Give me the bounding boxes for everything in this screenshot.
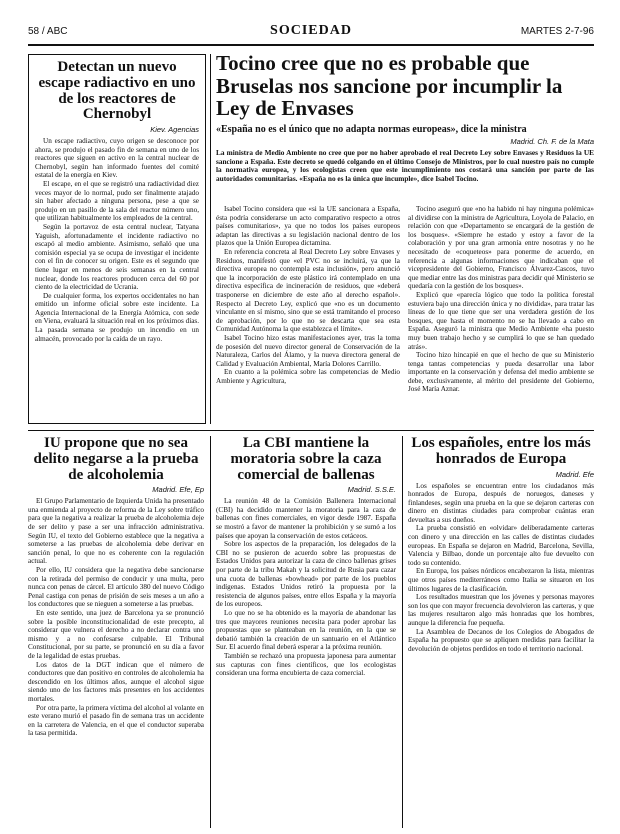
chernobyl-article (28, 54, 206, 424)
alcoholemia-paragraph: Por ello, IU considera que la negativa debe sancionarse con la retirada del permiso de conducir y una multa, pero nunca con penas de cárcel. El artículo 380 del nuevo Código Penal castiga con penas de prisión de seis meses a un año a los conductores que se nieguen a someterse a las pruebas. (28, 566, 204, 609)
ballenas-paragraph: La reunión 48 de la Comisión Ballenera Internacional (CBI) ha decidido mantener la moratoria para la caza de ballenas con fines comerciales, en vigor desde 1987. España se mostró a favor de mantener la prohibición y se sumó a los países que apoyan la conservación de estos cetáceos. (216, 497, 396, 540)
column-divider (402, 436, 403, 828)
alcoholemia-body (28, 497, 204, 827)
envases-col-2 (408, 205, 594, 405)
honrados-body (408, 482, 594, 812)
alcoholemia-paragraph: Por otra parte, la primera víctima del alcohol al volante en este verano murió el pasado fin de semana tras un accidente en la carretera de Valencia, en el que el conductor superaba la tasa permitida. (28, 703, 204, 738)
honrados-byline: Madrid. Efe (555, 469, 594, 479)
ballenas-paragraph: Lo que no se ha obtenido es la mayoría de abandonar las tres que mayores reuniones necesita para poder aprobar las propuestas que se planteaban en la reunión, en la que se debatió también la creación de un santuario en el Atlántico Sur. El acuerdo final deberá esperar a la próxima reunión. (216, 608, 396, 652)
envases-paragraph: Tocino hizo hincapié en que el hecho de que su Ministerio tenga tantas competencias y pueda desarrollar una labor importante en la conservación y defensa del medio ambiente se debe, exclusivamente, al mérito del presidente del Gobierno, José María Aznar. (408, 351, 594, 394)
column-divider (210, 436, 211, 828)
envases-headline: Tocino cree que no es probable que Bruselas nos sancione por incumplir la Ley de Envases (216, 52, 563, 121)
alcoholemia-paragraph: El Grupo Parlamentario de Izquierda Unida ha presentado una enmienda al proyecto de reforma de la Ley sobre tráfico para que la negativa a realizar la prueba de alcoholemia deje de ser delito y pase a ser una infracción administrativa. Según IU, el texto del Gobierno establece que la negativa a someterse a las pruebas de alcoholemia debe derivar en sanción penal, lo que no es coherente con la regulación actual. (28, 497, 204, 566)
envases-paragraph: Tocino aseguró que «no ha habido ni hay ninguna polémica» al dividirse con la ministra de Agricultura, Loyola de Palacio, en relación con que «Departamento se encargará de la gestión de los bosques». «Siempre he estado y estoy a favor de la colaboración y por una gran armonía entre nosotras y no he necesitado de «coqueteos» para ponerme de acuerdo, en referencia a algunas informaciones que indicaban que el vicepresidente del Gobierno, Francisco Álvarez-Cascos, tuvo que mediar entre las dos ministras para decidir qué Ministerio se quedaría con la gestión de los bosques». (408, 205, 594, 291)
page-number: 58 / ABC (28, 26, 68, 37)
alcoholemia-article (28, 436, 204, 828)
chernobyl-paragraph: De cualquier forma, los expertos occidentales no han emitido un informe oficial sobre este incidente. La Agencia Internacional de la Energía Atómica, con sede en Viena, evaluará la situación real en los próximos días. La pasada semana se produjo un incendio en un almacén, provocado por la caída de un rayo. (35, 291, 199, 343)
chernobyl-paragraph: Según la portavoz de esta central nuclear, Tatyana Yaguish, afortunadamente el incidente radiactivo no escapó al medio ambiente. Asimismo, señaló que una comisión especial ya se ocupa de investigar el incidente con el fin de conocer su origen. Este es el segundo que tiene lugar en menos de seis semanas en la central nuclear, donde los reactores producen cerca del 60 por ciento de la electricidad de Ucrania. (35, 222, 199, 292)
ballenas-paragraph: Sobre los aspectos de la preparación, los delegados de la CBI no se pusieron de acuerdo sobre las propuestas de Estados Unidos para autorizar la caza de cinco ballenas grises por parte de la tribu Makah y la solicitud de Rusia para cazar una cuota de ballenas «bowhead» por parte de los pueblos indígenas. Estados Unidos retiró la propuesta por la resistencia de algunos países, entre ellos España y la mayoría de los europeos. (216, 540, 396, 609)
envases-paragraph: En referencia concreta al Real Decreto Ley sobre Envases y Residuos, manifestó que «el PVC no se incluirá, ya que la directiva europea no contempla esta inclusión», pero anunció que la incorporación de este plástico irá contemplado en una directiva específica de incineración de residuos, que «deberá trasponerse en diciembre de este año al derecho español». Respecto al Decreto Ley, explicó que «no es un documento vinculante en sí mismo, sino que se está tramitando el proceso de aprobación, por lo que no se descarta que sea esta Comunidad Autónoma la que establezca el límite». (216, 247, 400, 334)
section-divider (28, 430, 594, 431)
column-divider (210, 54, 211, 424)
envases-article (216, 52, 594, 424)
honrados-paragraph: Los resultados muestran que los jóvenes y personas mayores son los que con mayor frecuencia devolvieron las carteras, y que las mujeres resultaron algo más honradas que los hombres, aunque la diferencia fue pequeña. (408, 593, 594, 627)
alcoholemia-paragraph: En este sentido, una juez de Barcelona ya se pronunció sobre la posible inconstitucionalidad de este precepto, al considerar que vulnera el derecho a no declarar contra uno mismo y a no confesarse culpable. El Tribunal Constitucional, por su parte, se pronunció en su día a favor de la legalidad de estas pruebas. (28, 608, 204, 660)
page-header (28, 22, 594, 46)
alcoholemia-byline: Madrid. Efe, Ep (152, 485, 204, 495)
honrados-article (408, 436, 594, 828)
honrados-paragraph: La prueba consistió en «olvidar» deliberadamente carteras con dinero y una dirección en las calles de distintas ciudades europeas. En España se dejaron en Madrid, Barcelona, Sevilla, Valencia y Bilbao, donde un porcentaje alto fue devuelto con todo su contenido. (408, 524, 594, 567)
envases-paragraph: Isabel Tocino considera que «si la UE sancionara a España, ésta podría considerarse un acto comparativo respecto a otros países comunitarios», ya que no todos los países europeos adaptan las directivas a su legislación nacional dentro de los plazos que la Unión Europea dictamina. (216, 205, 400, 248)
ballenas-body (216, 497, 396, 827)
envases-columns (216, 205, 594, 405)
envases-lead: La ministra de Medio Ambiente no cree que por no haber aprobado el real Decreto Ley sobre Envases y Residuos la UE sancione a España. Este decreto se quedó colgando en el último Consejo de Ministros, por lo cual nuestro país no cumple la normativa europea, y los ecologistas creen que este incumplimiento nos costará una sanción por parte de las autoridades comunitarias. «España no es la única que incumple», dice Isabel Tocino. (216, 149, 594, 183)
chernobyl-paragraph: El escape, en el que se registró una radiactividad diez veces mayor de lo normal, pudo ser finalmente atajado sin haber afectado a ninguna persona, pese a que se produjo en un pasillo de la sala del reactor número uno, que utilizan habitualmente los empleados de la central. (35, 179, 199, 223)
chernobyl-headline: Detectan un nuevo escape radiactivo en uno de los reactores de Chernobyl (38, 59, 196, 123)
envases-paragraph: En cuanto a la polémica sobre las competencias de Medio Ambiente y Agricultura, (216, 368, 400, 385)
envases-paragraph: Explicó que «parecía lógico que todo la política forestal estuviera bajo una dirección única y no dividida», para tratar las líneas de lo que tiene que ser una verdadera gestión de los bosques, que hasta el momento no se ha llevado a cabo en España. Aseguró la ministra que Medio Ambiente «ha puesto muy buen trabajo hecho y se cumplirá lo que se han quedado atrás». (408, 290, 594, 351)
chernobyl-byline: Kiev. Agencias (150, 125, 199, 134)
chernobyl-body (35, 137, 199, 407)
ballenas-byline: Madrid. S.S.E. (347, 485, 396, 495)
envases-subhead: «España no es el único que no adapta normas europeas», dice la ministra (216, 124, 527, 136)
alcoholemia-headline: IU propone que no sea delito negarse a la prueba de alcoholemia (33, 436, 199, 483)
alcoholemia-paragraph: Los datos de la DGT indican que el número de conductores que dan positivo en controles de alcoholemia ha descendido en los últimos años, aunque el alcohol sigue siendo uno de los factores más presentes en los accidentes mortales. (28, 660, 204, 703)
ballenas-article (216, 436, 396, 828)
envases-col-1 (216, 205, 400, 405)
ballenas-headline: La CBI mantiene la moratoria sobre la caza comercial de ballenas (230, 436, 382, 483)
chernobyl-paragraph: Un escape radiactivo, cuyo origen se desconoce por ahora, se produjo el pasado fin de semana en uno de los reactores que siguen en activo en la central nuclear de Chernobyl, según han informado fuentes del comité estatal de la energía en Kiev. (35, 137, 199, 180)
envases-byline: Madrid. Ch. F. de la Mata (510, 137, 594, 147)
honrados-paragraph: Los españoles se encuentran entre los ciudadanos más honrados de Europa, después de noruegos, daneses y finlandeses, según una prueba en la que se dejaron carteras con dinero en distintas ciudades para comprobar cuántas eran devueltas a sus dueños. (408, 481, 594, 524)
honrados-headline: Los españoles, entre los más honrados de Europa (411, 436, 591, 467)
ballenas-paragraph: También se rechazó una propuesta japonesa para aumentar sus capturas con fines científicos, que los ecologistas consideran una forma encubierta de caza comercial. (216, 651, 396, 678)
issue-date: MARTES 2-7-96 (520, 26, 594, 37)
honrados-paragraph: La Asamblea de Decanos de los Colegios de Abogados de España ha propuesto que se apliquen medidas para facilitar la devolución de objetos perdidos en todo el territorio nacional. (408, 627, 594, 653)
section-title: SOCIEDAD (270, 23, 352, 38)
envases-paragraph: Isabel Tocino hizo estas manifestaciones ayer, tras la toma de posesión del nuevo director general de Conservación de la Naturaleza, Carlos del Álamo, y la nueva directora general de Calidad y Evaluación Ambiental, María Dolores Carrillo. (216, 333, 400, 368)
honrados-paragraph: En Europa, los países nórdicos encabezaron la lista, mientras que otros países mediterráneos como Italia se situaron en los últimos lugares de la clasificación. (408, 567, 594, 593)
